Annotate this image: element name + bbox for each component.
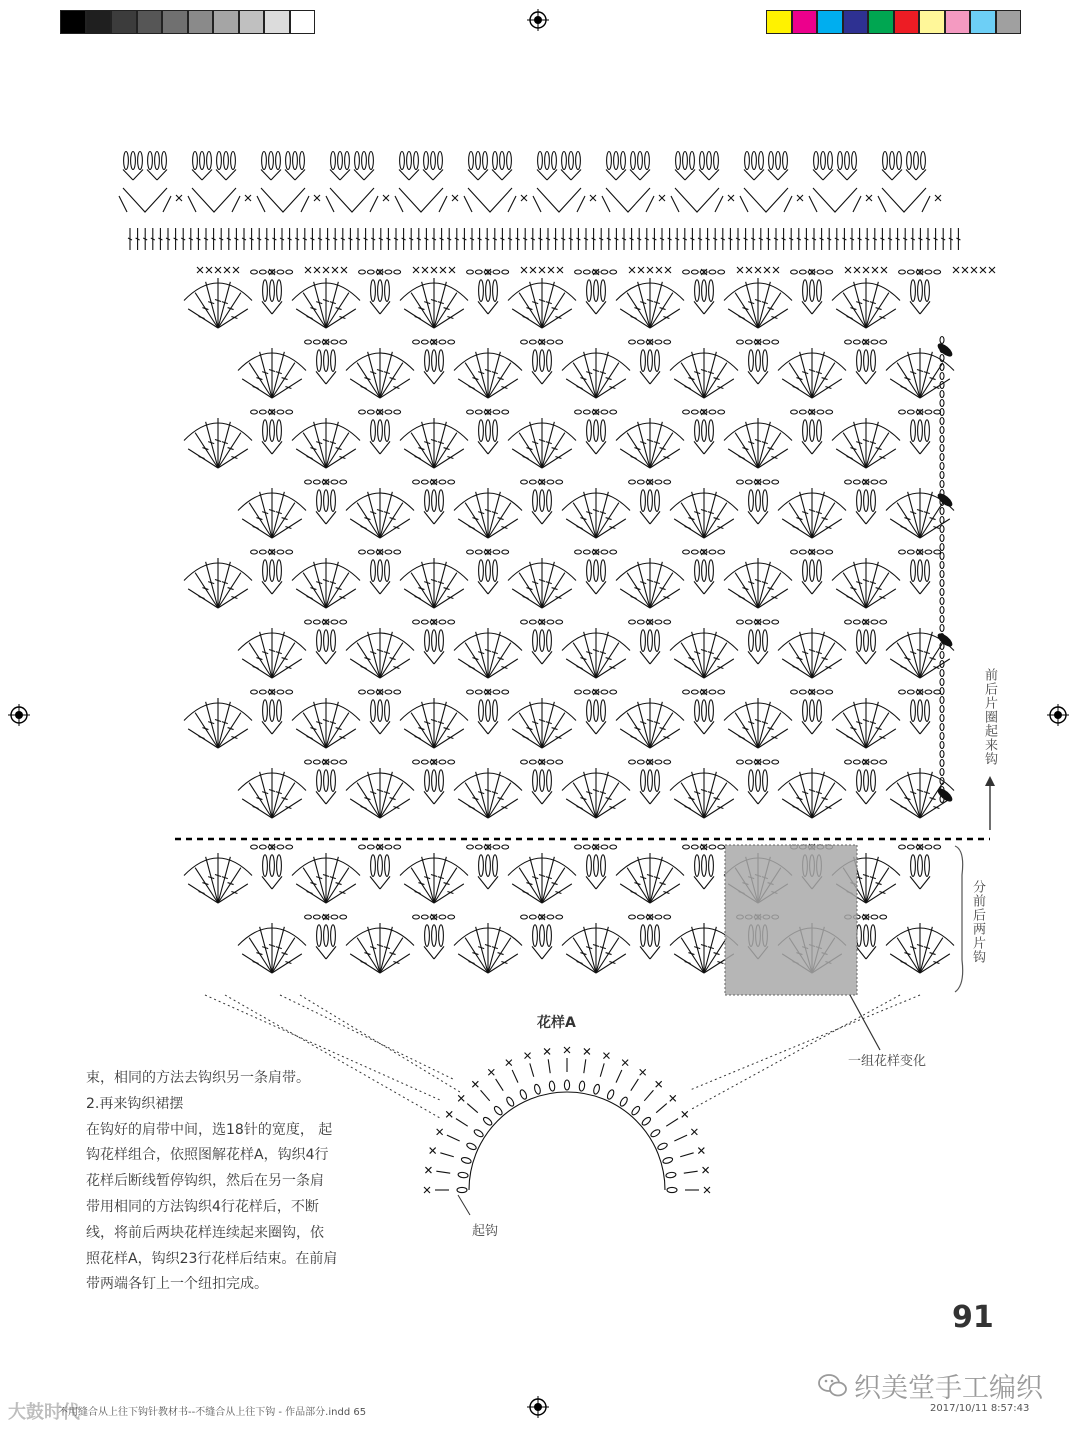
instruction-line: 花样后断线暂停钩织，然后在另一条肩 [86,1173,324,1190]
arrow-head-icon [985,776,995,786]
gray-swatch [264,10,290,34]
color-swatch [996,10,1022,34]
color-swatch [970,10,996,34]
color-swatch [945,10,971,34]
instruction-line: 照花样A，钩织23行花样后结束。在前肩 [86,1250,338,1267]
corner-logo: 大鼓时代 [8,1402,80,1423]
start-label: 起钩 [472,1224,499,1239]
instruction-line: 带用相同的方法钩织4行花样后，不断 [86,1198,319,1215]
instructions-text [86,1066,382,1298]
footer-timestamp: 2017/10/11 8:57:43 [930,1403,1030,1414]
color-swatch [843,10,869,34]
instruction-line: 带两端各钉上一个纽扣完成。 [86,1276,268,1293]
instruction-line: 束，相同的方法去钩织另一条肩带。 [86,1070,310,1086]
color-swatch [868,10,894,34]
separate-pieces-label: 分前后两片钩 [970,880,985,964]
watermark-text: 织美堂手工编织 [854,1373,1043,1404]
color-swatch [792,10,818,34]
gray-swatch [239,10,265,34]
gray-swatch [290,10,316,34]
color-swatch [894,10,920,34]
page-number: 91 [952,1300,994,1335]
gray-swatch [86,10,112,34]
gray-swatch [162,10,188,34]
color-swatch [766,10,792,34]
right-brace [955,846,963,992]
gray-swatch [137,10,163,34]
join-round-label: 前后片圈起来钩 [982,668,997,766]
instruction-line: 钩花样组合，依照图解花样A，钩织4行 [86,1147,329,1164]
instruction-line: 在钩好的肩带中间，选18针的宽度， 起 [86,1121,333,1138]
instruction-line: 2.再来钩织裙摆 [86,1095,184,1112]
gray-swatch [60,10,86,34]
color-swatch [817,10,843,34]
instruction-line: 线，将前后两块花样连续起来圈钩，依 [86,1224,324,1241]
gray-swatch [111,10,137,34]
group-variation-label: 一组花样变化 [848,1054,927,1069]
gray-swatch [213,10,239,34]
wechat-icon [818,1373,848,1399]
pattern-title: 花样A [537,1015,576,1031]
watermark [818,1366,1043,1405]
gray-swatch [188,10,214,34]
footer-file-info: 不用缝合从上往下钩针教材书--不缝合从上往下钩 - 作品部分.indd 65 [58,1407,367,1418]
pattern-variation-highlight [725,845,857,995]
color-swatch [919,10,945,34]
